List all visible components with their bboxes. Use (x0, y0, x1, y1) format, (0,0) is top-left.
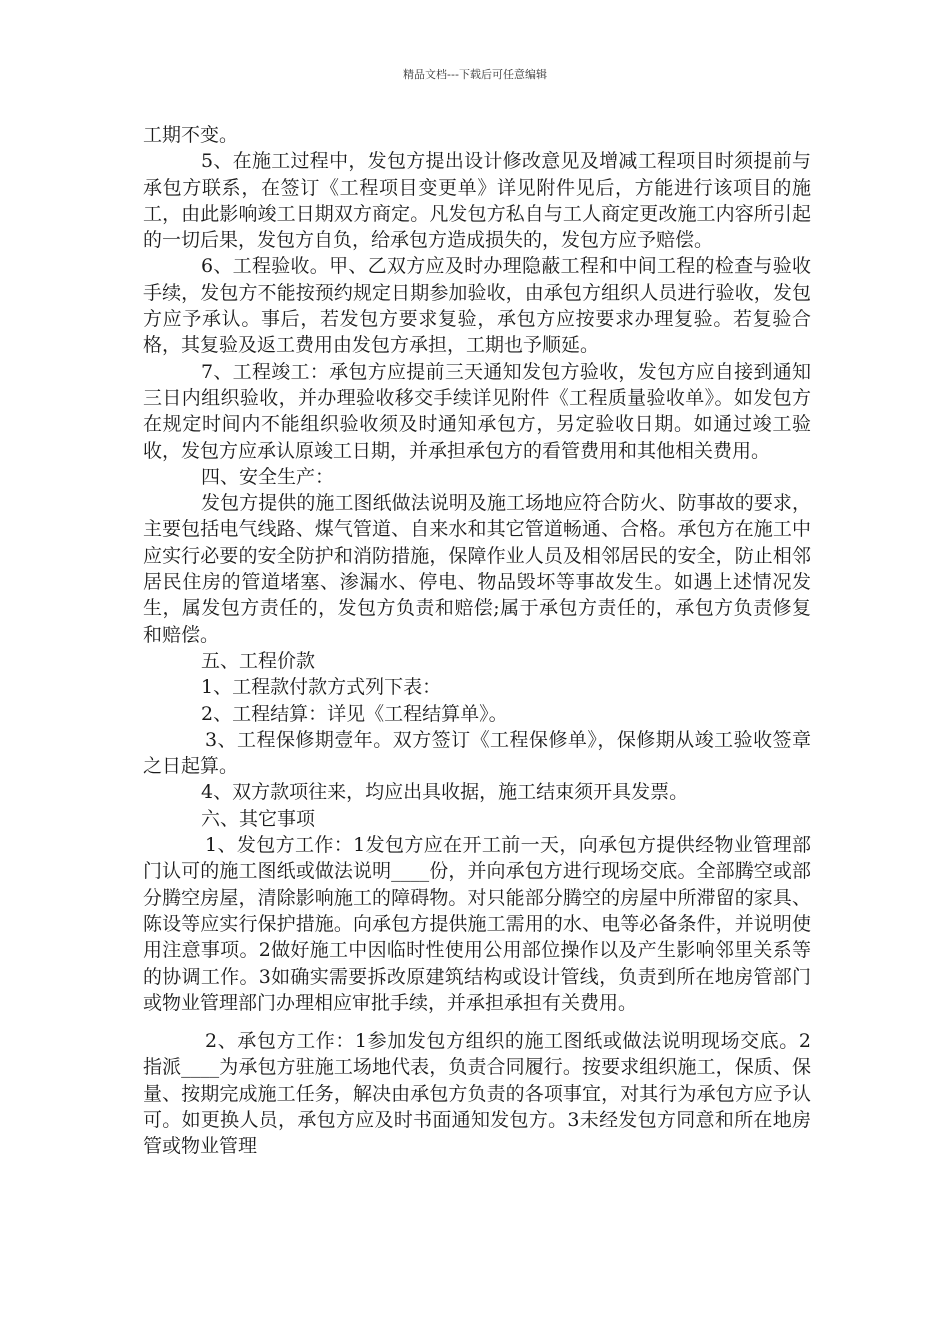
paragraph-item-7: 7、工程竣工：承包方应提前三天通知发包方验收，发包方应自接到通知三日内组织验收，并办理验收移交手续详见附件《工程质量验收单》。如发包方在规定时间内不能组织验收须及时通知承包方，另定验收日期。如通过竣工验收，发包方应承认原竣工日期，并承担承包方的看管费用和其他相关费用。 (143, 360, 811, 462)
paragraph-price-1: 1、工程款付款方式列下表： (201, 676, 442, 699)
paragraph-safety: 发包方提供的施工图纸做法说明及施工场地应符合防火、防事故的要求，主要包括电气线路、煤气管道、自来水和其它管道畅通、合格。承包方在施工中应实行必要的安全防护和消防措施，保障作业人员及相邻居民的安全，防止相邻居民住房的管道堵塞、渗漏水、停电、物品毁坏等事故发生。如遇上述情况发生，属发包方责任的，发包方负责和赔偿;属于承包方责任的，承包方负责修复和赔偿。 (143, 492, 811, 646)
paragraph-other-1: 1、发包方工作：1发包方应在开工前一天，向承包方提供经物业管理部门认可的施工图纸或做法说明____份，并向承包方进行现场交底。全部腾空或部分腾空房屋，清除影响施工的障碍物。对只能部分腾空的房屋中所滞留的家具、陈设等应实行保护措施。向承包方提供施工需用的水、电等必备条件，并说明使用注意事项。2做好施工中因临时性使用公用部位操作以及产生影响邻里关系等的协调工作。3如确实需要拆改原建筑结构或设计管线，负责到所在地房管部门或物业管理部门办理相应审批手续，并承担承担有关费用。 (143, 834, 811, 1014)
section-heading-price: 五、工程价款 (201, 649, 316, 672)
section-heading-safety: 四、安全生产： (201, 465, 335, 488)
page-header: 精品文档---下载后可任意编辑 (403, 68, 547, 81)
section-heading-other: 六、其它事项 (201, 807, 316, 830)
paragraph-price-2: 2、工程结算：详见《工程结算单》。 (201, 702, 508, 725)
paragraph-continuation: 工期不变。 (143, 124, 239, 146)
paragraph-item-6: 6、工程验收。甲、乙双方应及时办理隐蔽工程和中间工程的检查与验收手续，发包方不能按预约规定日期参加验收，由承包方组织人员进行验收，发包方应予承认。事后，若发包方要求复验，承包方应按要求办理复验。若复验合格，其复验及返工费用由发包方承担，工期也予顺延。 (143, 255, 811, 357)
paragraph-price-3: 3、工程保修期壹年。双方签订《工程保修单》，保修期从竣工验收签章之日起算。 (143, 728, 811, 778)
document-body (143, 122, 811, 1160)
paragraph-other-2: 2、承包方工作：1参加发包方组织的施工图纸或做法说明现场交底。2指派____为承包方驻施工场地代表，负责合同履行。按要求组织施工，保质、保量、按期完成施工任务，解决由承包方负责的各项事宜，对其行为承包方应予认可。如更换人员，承包方应及时书面通知发包方。3未经发包方同意和所在地房管或物业管理 (143, 1030, 811, 1158)
paragraph-price-4: 4、双方款项往来，均应出具收据，施工结束须开具发票。 (201, 781, 689, 804)
paragraph-item-5: 5、在施工过程中，发包方提出设计修改意见及增减工程项目时须提前与承包方联系，在签订《工程项目变更单》详见附件见后，方能进行该项目的施工，由此影响竣工日期双方商定。凡发包方私自与工人商定更改施工内容所引起的一切后果，发包方自负，给承包方造成损失的，发包方应予赔偿。 (143, 150, 811, 252)
